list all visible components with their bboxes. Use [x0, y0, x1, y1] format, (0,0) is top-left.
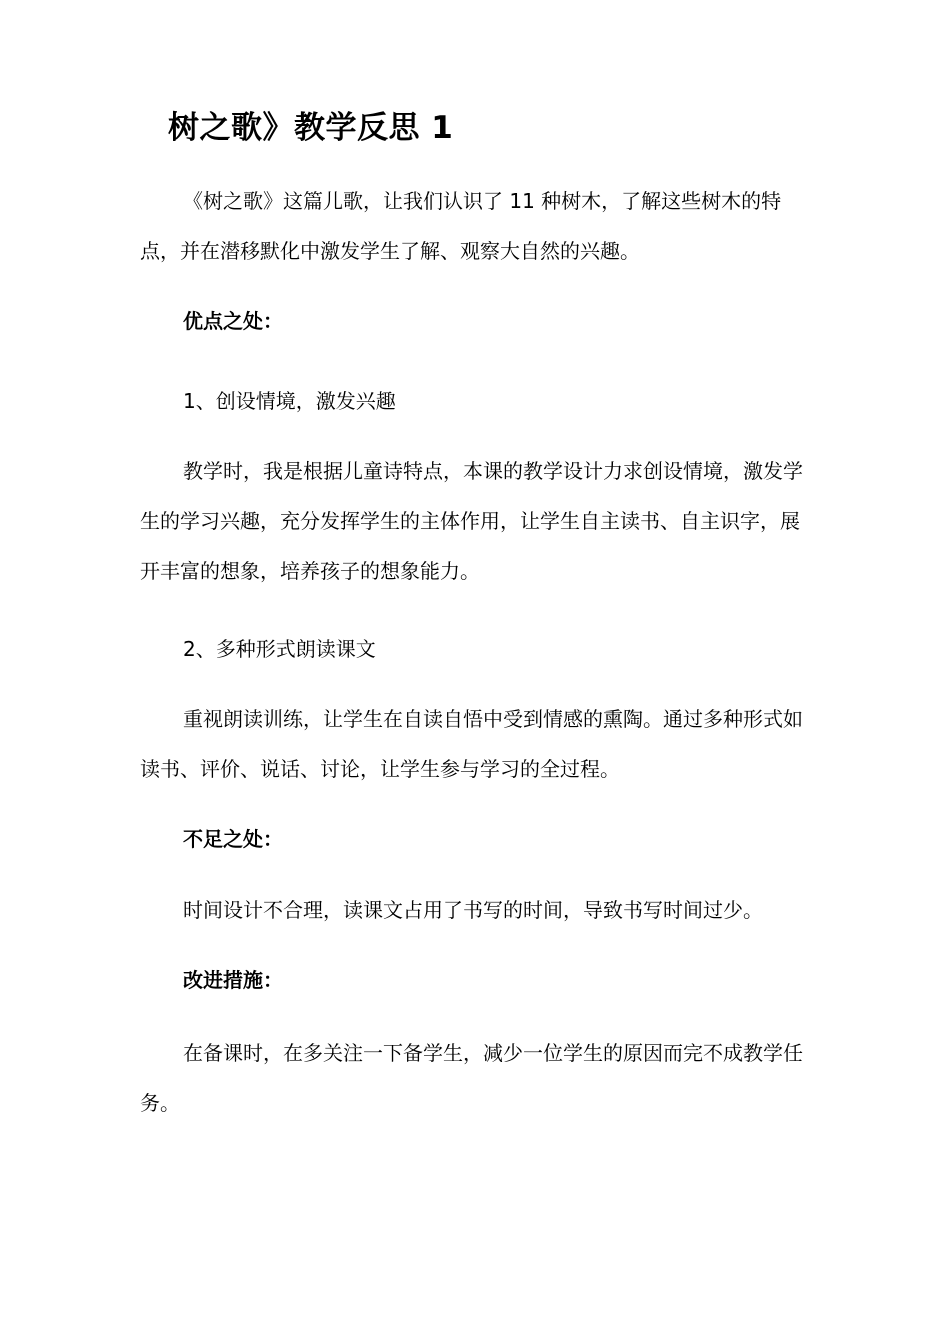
- point1-title: 1、创设情境，激发兴趣: [183, 389, 396, 413]
- improve-heading: 改进措施：: [183, 968, 283, 992]
- improve-body: 在备课时，在多关注一下备学生，减少一位学生的原因而完不成教学任务。: [140, 1041, 803, 1115]
- strengths-heading: 优点之处：: [183, 309, 283, 333]
- point2-title: 2、多种形式朗读课文: [183, 637, 376, 661]
- document-title: 树之歌》教学反思 1: [168, 110, 454, 146]
- point1-body: 教学时，我是根据儿童诗特点，本课的教学设计力求创设情境，激发学生的学习兴趣，充分发挥学生的主体作用，让学生自主读书、自主识字，展开丰富的想象，培养孩子的想象能力。: [140, 459, 803, 583]
- weakness-heading: 不足之处：: [183, 827, 283, 851]
- point2-body: 重视朗读训练，让学生在自读自悟中受到情感的熏陶。通过多种形式如读书、评价、说话、讨论，让学生参与学习的全过程。: [140, 707, 803, 781]
- weakness-body: 时间设计不合理，读课文占用了书写的时间，导致书写时间过少。: [183, 898, 763, 922]
- intro-paragraph: 《树之歌》这篇儿歌，让我们认识了 11 种树木，了解这些树木的特点，并在潜移默化中激发学生了解、观察大自然的兴趣。: [140, 189, 782, 263]
